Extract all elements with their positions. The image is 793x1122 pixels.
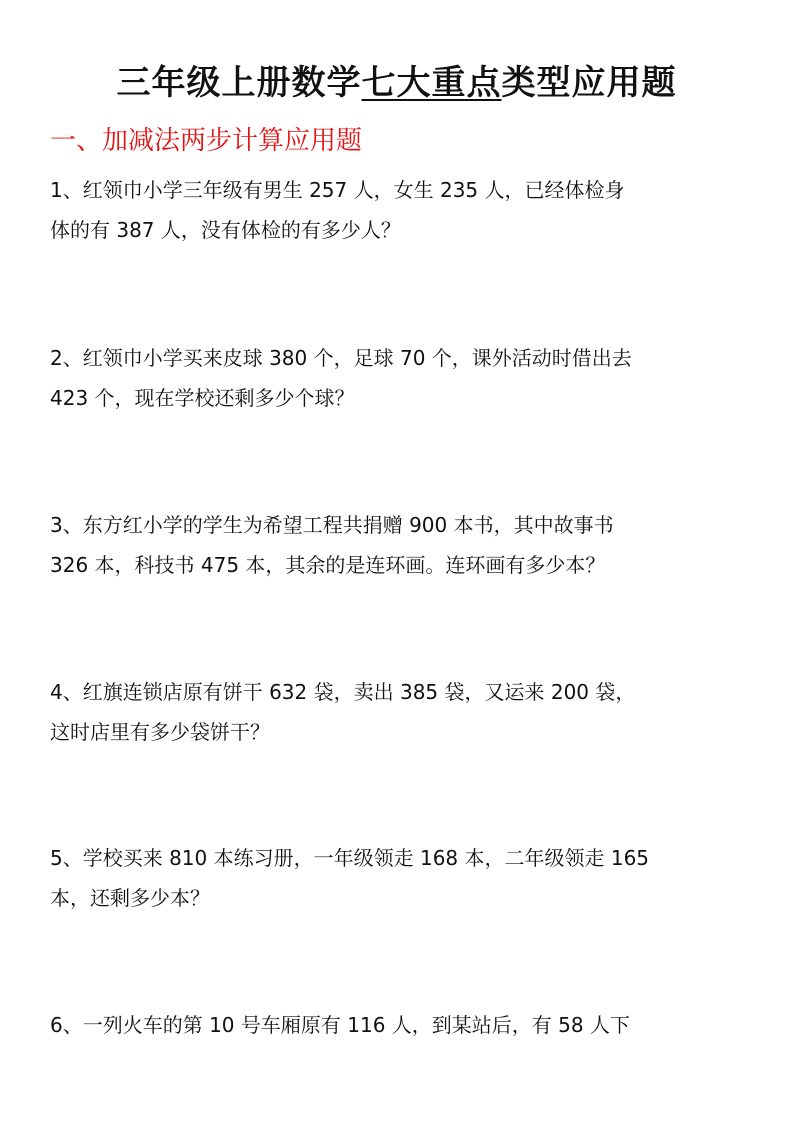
problem-3 bbox=[50, 505, 750, 585]
title-part-3: 类型应用题 bbox=[501, 63, 677, 103]
problem-5-line-2: 本，还剩多少本？ bbox=[50, 886, 210, 910]
problem-3-line-1: 3、东方红小学的学生为希望工程共捐赠 900 本书，其中故事书 bbox=[50, 513, 614, 537]
problem-6 bbox=[50, 1005, 750, 1045]
problem-2-line-2: 423 个，现在学校还剩多少个球？ bbox=[50, 386, 355, 410]
title-part-2-underlined: 七大重点 bbox=[361, 63, 502, 103]
problem-1-line-1: 1、红领巾小学三年级有男生 257 人，女生 235 人，已经体检身 bbox=[50, 178, 625, 202]
problem-3-line-2: 326 本，科技书 475 本，其余的是连环画。连环画有多少本？ bbox=[50, 553, 606, 577]
problem-4-line-2: 这时店里有多少袋饼干？ bbox=[50, 720, 270, 744]
problem-2-line-1: 2、红领巾小学买来皮球 380 个，足球 70 个，课外活动时借出去 bbox=[50, 346, 632, 370]
page-title bbox=[0, 55, 793, 104]
problem-5-line-1: 5、学校买来 810 本练习册，一年级领走 168 本，二年级领走 165 bbox=[50, 846, 650, 870]
section-heading: 一、加减法两步计算应用题 bbox=[50, 126, 363, 156]
problem-4 bbox=[50, 672, 750, 752]
problem-2 bbox=[50, 338, 750, 418]
title-part-1: 三年级上册数学 bbox=[116, 63, 362, 103]
problem-1 bbox=[50, 170, 750, 250]
problem-4-line-1: 4、红旗连锁店原有饼干 632 袋，卖出 385 袋，又运来 200 袋， bbox=[50, 680, 636, 704]
problem-1-line-2: 体的有 387 人，没有体检的有多少人？ bbox=[50, 218, 401, 242]
problem-5 bbox=[50, 838, 750, 918]
problem-6-line-1: 6、一列火车的第 10 号车厢原有 116 人，到某站后，有 58 人下 bbox=[50, 1013, 630, 1037]
